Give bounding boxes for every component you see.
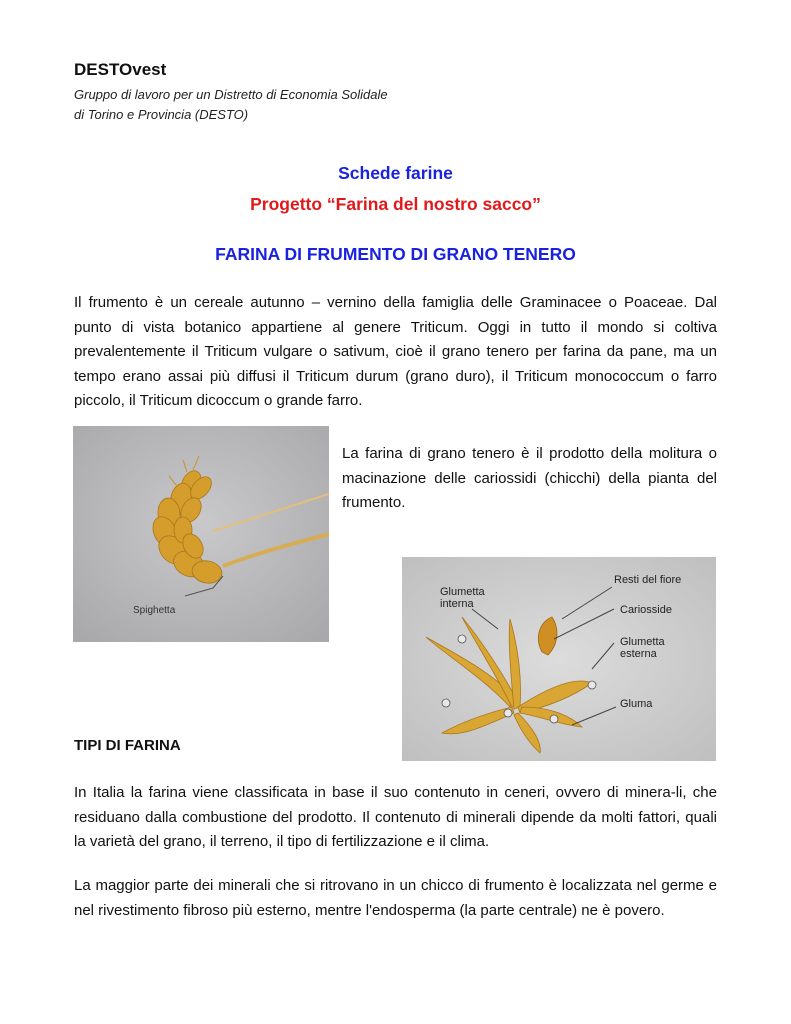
label-gluma: Gluma <box>620 698 653 710</box>
tipi-paragraph-2: La maggior parte dei minerali che si ritrovano in un chicco di frumento è localizzata nel germe e nel rivestimento fibroso più esterno, mentre l'endosperma (la parte centrale) ne è povero. <box>74 877 717 919</box>
title-schede-farine: Schede farine <box>338 163 453 183</box>
title-progetto: Progetto “Farina del nostro sacco” <box>250 194 541 214</box>
label-cariosside: Cariosside <box>620 604 672 616</box>
label-glumetta-interna-2: interna <box>440 598 474 610</box>
wheat-spike-photo <box>73 426 329 642</box>
intro-paragraph: Il frumento è un cereale autunno – vernino della famiglia delle Graminacee o Poaceae. Dal punto di vista botanico appartiene al genere Triticum. Oggi in tutto il mondo si coltiva prevalentemente il Triticum vulgare o sativum, cioè il grano tenero per farina da pane, ma un tempo erano assai più diffusi il Triticum durum (grano duro), il Triticum monococcum o farro piccolo, il Triticum dicoccum o grande farro. <box>74 294 717 409</box>
label-resti-fiore: Resti del fiore <box>614 574 682 586</box>
title-farina-frumento: FARINA DI FRUMENTO DI GRANO TENERO <box>215 244 576 264</box>
tipi-paragraph-1: In Italia la farina viene classificata in base il suo contenuto in ceneri, ovvero di minera-li, che residuano dalla combustione del prodotto. Il contenuto di minerali dipende da molti fattori, quali la varietà del grano, il terreno, il tipo di fertilizzazione e il clima. <box>74 784 717 850</box>
spighetta-label: Spighetta <box>133 605 176 616</box>
label-glumetta-esterna-2: esterna <box>620 648 657 660</box>
section-heading-tipi-farina: TIPI DI FARINA <box>74 737 181 754</box>
organization-subtitle-line1: Gruppo di lavoro per un Distretto di Economia Solidale <box>74 87 388 102</box>
organization-name: DESTOvest <box>74 60 167 79</box>
organization-subtitle-line2: di Torino e Provincia (DESTO) <box>74 107 249 122</box>
spikelet-anatomy-photo <box>402 557 716 761</box>
definition-paragraph: La farina di grano tenero è il prodotto della molitura o macinazione delle cariossidi (chicchi) della pianta del frumento. <box>342 445 717 511</box>
label-glumetta-interna-1: Glumetta <box>440 586 485 598</box>
label-glumetta-esterna-1: Glumetta <box>620 636 665 648</box>
